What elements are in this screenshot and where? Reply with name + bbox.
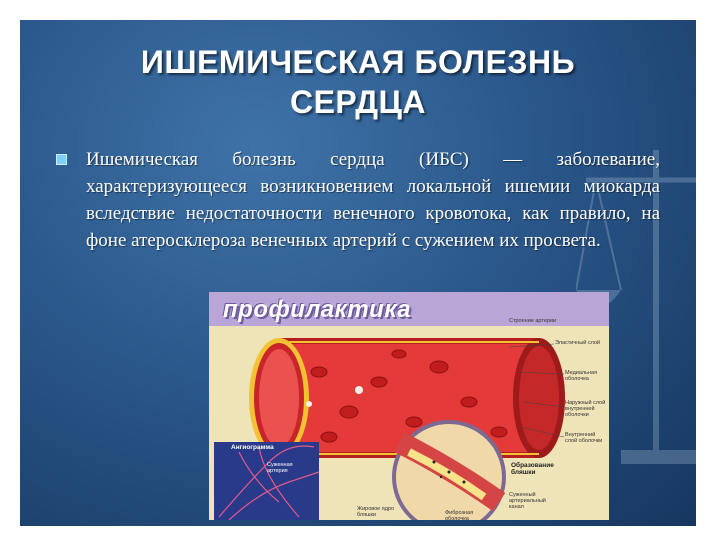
- illustration-artery: [209, 292, 609, 520]
- label-narrowed-channel: Суженный артериальный канал: [509, 492, 546, 510]
- bullet-square-icon: [56, 154, 67, 165]
- artery-diagram: [209, 292, 609, 520]
- label-angiogram: Ангиограмма: [231, 444, 274, 451]
- label-plaque-formation: Образование бляшки: [511, 462, 554, 476]
- title-line-2: СЕРДЦА: [289, 84, 427, 120]
- illustration-title: профилактика: [223, 296, 412, 323]
- page-title: [20, 42, 696, 122]
- label-artery-structure: Строение артерии: [509, 318, 557, 324]
- slide: [20, 20, 696, 526]
- bullet-item: [56, 146, 660, 254]
- label-inner-layer: Наружный слой внутренней оболочки: [565, 400, 606, 418]
- label-narrowed-artery: Суженная артерия: [267, 462, 293, 474]
- title-line-1: ИШЕМИЧЕСКАЯ БОЛЕЗНЬ: [140, 44, 576, 80]
- label-intima: Внутренний слой оболочки: [565, 432, 603, 444]
- label-fibrous-cap: Фиброзная оболочка: [445, 510, 474, 520]
- label-media: Медиальная оболочка: [565, 370, 598, 382]
- label-elastic-layer: Эластичный слой: [555, 340, 600, 346]
- label-fat-core: Жировое ядро бляшки: [357, 506, 395, 518]
- bullet-text: Ишемическая болезнь сердца (ИБС) — заболевание, характеризующееся возникновением локальной ишемии миокарда вследствие недостаточности венечного кровотока, как правило, на фоне атеросклероза венечных артерий с сужением их просвета.: [86, 149, 660, 251]
